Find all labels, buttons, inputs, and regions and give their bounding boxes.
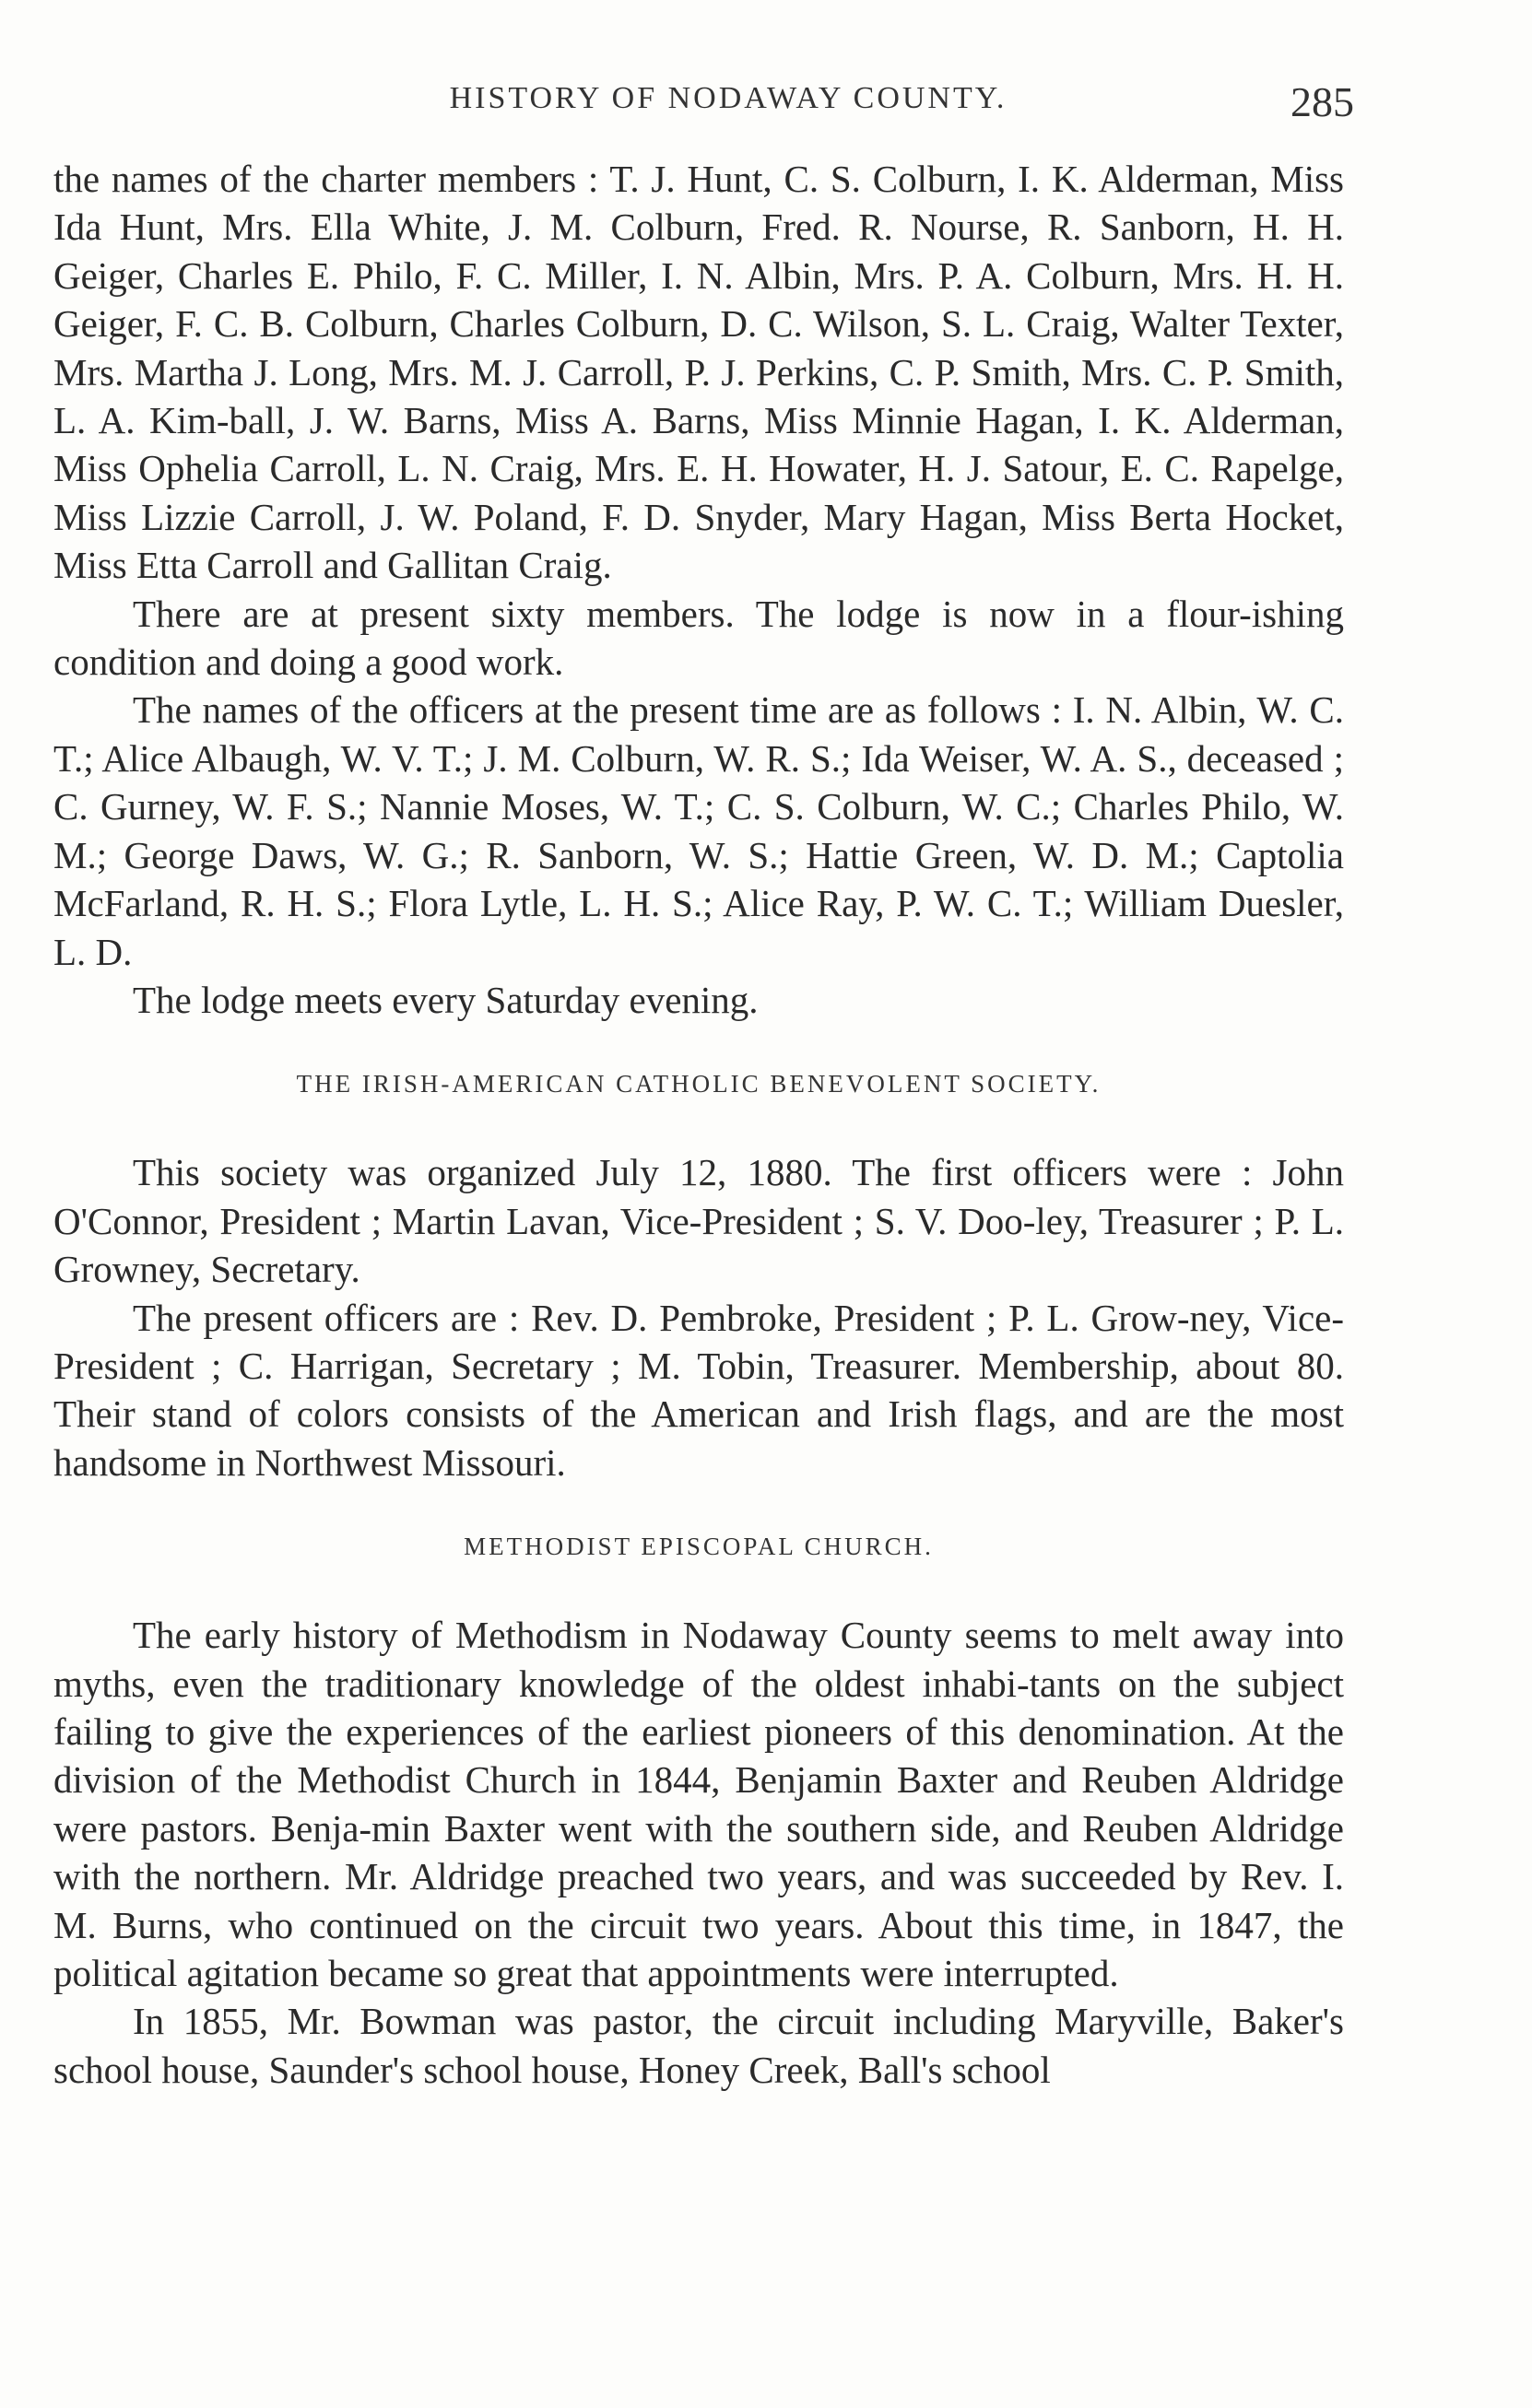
- meeting-paragraph: The lodge meets every Saturday evening.: [133, 978, 759, 1021]
- spacer: [53, 1561, 1344, 1611]
- section-heading-methodist-church: METHODIST EPISCOPAL CHURCH.: [464, 1533, 934, 1561]
- membership-paragraph: There are at present sixty members. The lodge is now in a flour-ishing condition and doing a good work.: [53, 592, 1344, 684]
- spacer: [53, 1486, 1344, 1533]
- spacer: [53, 1024, 1344, 1070]
- officers-paragraph: The names of the officers at the present time are as follows : I. N. Albin, W. C. T.; Alice Albaugh, W. V. T.; J. M. Colburn, W. R. S.; Ida Weiser, W. A. S., deceased ; C. Gurney, W. F. S.; Nannie Moses, W. T.; C. S. Colburn, W. C.; Charles Philo, W. M.; George Daws, W. G.; R. Sanborn, W. S.; Hattie Green, W. D. M.; Captolia McFarland, R. H. S.; Flora Lytle, L. H. S.; Alice Ray, P. W. C. T.; William Duesler, L. D.: [53, 688, 1344, 973]
- methodism-history-paragraph: The early history of Methodism in Nodaway County seems to melt away into myths, even the traditionary knowledge of the oldest inhabi-tants on the subject failing to give the experiences of the earliest pioneers of this denomination. At the division of the Methodist Church in 1844, Benjamin Baxter and Reuben Aldridge were pastors. Benja-min Baxter went with the southern side, and Reuben Aldridge with the northern. Mr. Aldridge preached two years, and was succeeded by Rev. I. M. Burns, who continued on the circuit two years. About this time, in 1847, the political agitation became so great that appointments were interrupted.: [53, 1614, 1344, 1994]
- running-title: HISTORY OF NODAWAY COUNTY.: [449, 81, 1008, 115]
- society-organization-paragraph: This society was organized July 12, 1880. The first officers were : John O'Connor, President ; Martin Lavan, Vice-President ; S. V. Doo-ley, Treasurer ; P. L. Growney, Secretary.: [53, 1151, 1344, 1291]
- circuit-paragraph: In 1855, Mr. Bowman was pastor, the circuit including Maryville, Baker's school house, Saunder's school house, Honey Creek, Ball's school: [53, 2000, 1344, 2091]
- society-officers-paragraph: The present officers are : Rev. D. Pembroke, President ; P. L. Grow-ney, Vice-President ; C. Harrigan, Secretary ; M. Tobin, Treasurer. Membership, about 80. Their stand of colors consists of the American and Irish flags, and are the most handsome in Northwest Missouri.: [53, 1296, 1344, 1484]
- charter-members-paragraph: the names of the charter members : T. J. Hunt, C. S. Colburn, I. K. Alderman, Miss Ida Hunt, Mrs. Ella White, J. M. Colburn, Fred. R. Nourse, R. Sanborn, H. H. Geiger, Charles E. Philo, F. C. Miller, I. N. Albin, Mrs. P. A. Colburn, Mrs. H. H. Geiger, F. C. B. Colburn, Charles Colburn, D. C. Wilson, S. L. Craig, Walter Texter, Mrs. Martha J. Long, Mrs. M. J. Carroll, P. J. Perkins, C. P. Smith, Mrs. C. P. Smith, L. A. Kim-ball, J. W. Barns, Miss A. Barns, Miss Minnie Hagan, I. K. Alderman, Miss Ophelia Carroll, L. N. Craig, Mrs. E. H. Howater, H. J. Satour, E. C. Rapelge, Miss Lizzie Carroll, J. W. Poland, F. D. Snyder, Mary Hagan, Miss Berta Hocket, Miss Etta Carroll and Gallitan Craig.: [53, 158, 1344, 587]
- page-body: [53, 155, 1344, 2094]
- running-head: [28, 72, 1364, 136]
- section-heading-irish-american-society: THE IRISH-AMERICAN CATHOLIC BENEVOLENT SOCIETY.: [296, 1070, 1102, 1098]
- page-number: 285: [1290, 78, 1354, 125]
- spacer: [53, 1098, 1344, 1148]
